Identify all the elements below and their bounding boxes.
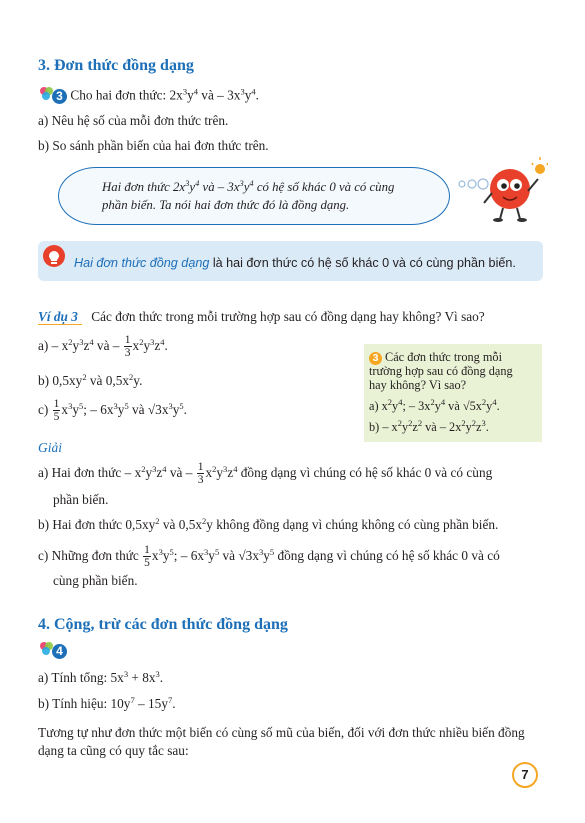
solution-c-and: và √3x — [219, 548, 259, 563]
fraction-1-3-solution: $\frac{1}{3}$ — [197, 461, 204, 487]
activity-4-b-mid: – 15y — [134, 696, 168, 711]
cloud-text-d: y — [243, 180, 250, 194]
cloud-line-1: Hai đơn thức $2x^3y^4$ và – $3x^3y^4$ có hệ số khác 0 và có cùng — [102, 178, 395, 194]
fraction-1-5-solution: $\frac{1}{5}$ — [144, 544, 150, 570]
solution-a: a) Hai đơn thức – $x^2y^3z^4$ và – $\frac{1}{3}$ $x^2y^3z^4$ đồng dạng vì chúng có hệ số khác 0 và có cùng — [38, 461, 493, 487]
cloud-text-b: y — [189, 180, 196, 194]
section-3-title: 3. Đơn thức đồng dạng — [38, 57, 194, 74]
example-3-c-and: và √3x — [128, 402, 169, 417]
activity-4-a-mid: + 8x — [128, 670, 156, 685]
practice-3-line-1 — [369, 350, 502, 365]
solution-c-line-2: cùng phần biến. — [53, 573, 138, 588]
solution-c: c) Những đơn thức $\frac{1}{5}$ $x^3y^5$; – $6x^3y^5$ và $√3x^3y^5$ đồng dạng vì chúng có hệ số khác 0 và có — [38, 544, 500, 570]
cloud-text-e: có hệ số khác 0 và có cùng — [253, 180, 395, 194]
solution-b-mid: và 0,5x — [159, 517, 202, 532]
example-3-c-mid: ; – 6x — [83, 402, 114, 417]
practice-3-a-text: a) x — [369, 399, 388, 413]
activity-3-number: 3 — [52, 89, 67, 104]
example-3-a-and: và – — [93, 338, 120, 353]
activity-3-text-c: và – 3x — [197, 87, 241, 103]
activity-4-number: 4 — [52, 644, 67, 659]
activity-3: 3 Cho hai đơn thức: $2x^3y^4$ và – $3x^3y^4$. — [38, 86, 259, 107]
solution-c-mid: ; – 6x — [173, 548, 205, 563]
practice-3-b-text: b) – x — [369, 420, 398, 434]
example-3-c-text: c) — [38, 402, 49, 417]
lightbulb-icon — [40, 244, 68, 272]
fraction-1-5: $\frac{1}{5}$ — [53, 398, 60, 424]
cloud-text-a: Hai đơn thức 2x — [102, 180, 186, 194]
activity-3-text-a: Cho hai đơn thức: 2x — [70, 87, 183, 103]
solution-a-and: và – — [166, 465, 193, 480]
solution-c-text: c) Những đơn thức — [38, 548, 139, 563]
activity-4-b-text: b) Tính hiệu: 10y — [38, 696, 131, 711]
activity-4-a-text: a) Tính tổng: 5x — [38, 670, 124, 685]
practice-3-b-and: và – 2x — [422, 420, 462, 434]
cloud-line-2: phần biến. Ta nói hai đơn thức đó là đồng dạng. — [102, 198, 350, 212]
activity-3-text-d: y — [244, 87, 252, 103]
solution-c-end: đồng dạng vì chúng có hệ số khác 0 và có — [274, 548, 500, 563]
definition-term: Hai đơn thức đồng dạng — [74, 256, 210, 270]
practice-3-b: $b) - x^2y^2z^2$ và – $2x^2y^2z^3$. — [369, 418, 489, 434]
solution-b: b) Hai đơn thức $0,5xy^2$ và $0,5x^2y$ không đồng dạng vì chúng không có cùng phần biến. — [38, 516, 499, 532]
activity-4-b: b) Tính hiệu: $10y^7 - 15y^7$. — [38, 695, 176, 711]
example-3-a: $a) - x^2y^3z^4$ và – $\frac{1}{3}$ $x^2y^3z^4$. — [38, 334, 168, 360]
activity-3-question-b: b) So sánh phần biến của hai đơn thức trên. — [38, 138, 269, 153]
definition-rest: là hai đơn thức có hệ số khác 0 và có cùng phần biến. — [209, 256, 516, 270]
solution-label: Giải — [38, 440, 63, 455]
example-3-b-end: y. — [133, 373, 143, 388]
section-4-paragraph-line-2: dạng ta cũng có quy tắc sau: — [38, 743, 189, 758]
solution-b-end: y không đồng dạng vì chúng không có cùng phần biến. — [206, 517, 499, 532]
solution-a-text: a) Hai đơn thức – x — [38, 465, 142, 480]
cloud-text-c: và – 3x — [199, 180, 240, 194]
practice-3-a-and: và √5x — [445, 399, 482, 413]
practice-3-a-mid: ; – 3x — [402, 399, 431, 413]
example-3-question: Các đơn thức trong mỗi trường hợp sau có đồng dạng hay không? Vì sao? — [91, 309, 485, 324]
activity-3-question-a: a) Nêu hệ số của mỗi đơn thức trên. — [38, 113, 229, 128]
example-3-b: b) $0,5xy^2$ và $0,5x^2y$. — [38, 372, 143, 388]
example-3-a-text: a) – x — [38, 338, 69, 353]
section-4-paragraph-line-1: Tương tự như đơn thức một biến có cùng số mũ của biến, đối với đơn thức nhiều biến đồng — [38, 725, 525, 740]
practice-3-line-2: trường hợp sau có đồng dạng — [369, 364, 513, 378]
example-3-header — [38, 308, 485, 326]
example-3-c: c) $\frac{1}{5}$ $x^3y^5$; – $6x^3y^5$ và $√3x^3y^5$. — [38, 398, 187, 424]
example-3-label: Ví dụ 3 — [38, 309, 82, 325]
solution-a-line-2: phần biến. — [53, 492, 109, 507]
mascot-icon — [448, 157, 548, 225]
activity-4 — [38, 641, 67, 661]
practice-3-line-3: hay không? Vì sao? — [369, 378, 467, 392]
example-3-b-text: b) 0,5xy — [38, 373, 83, 388]
practice-3-a: a) $x^2y^4$; – $3x^2y^4$ và $√5x^2y^4$. — [369, 397, 500, 413]
solution-a-end: đồng dạng vì chúng có hệ số khác 0 và có cùng — [237, 465, 493, 480]
page-number: 7 — [512, 762, 538, 788]
example-3-b-and: và 0,5x — [86, 373, 130, 388]
activity-3-text-b: y — [187, 87, 194, 103]
definition-text — [74, 256, 516, 270]
solution-b-text: b) Hai đơn thức 0,5xy — [38, 517, 156, 532]
section-4-title: 4. Cộng, trừ các đơn thức đồng dạng — [38, 616, 288, 633]
fraction-1-3: $\frac{1}{3}$ — [124, 334, 131, 360]
practice-3-number: 3 — [369, 352, 382, 365]
practice-3-text-1: Các đơn thức trong mỗi — [385, 350, 502, 364]
activity-4-a: a) Tính tổng: $5x^3 + 8x^3$. — [38, 669, 164, 685]
